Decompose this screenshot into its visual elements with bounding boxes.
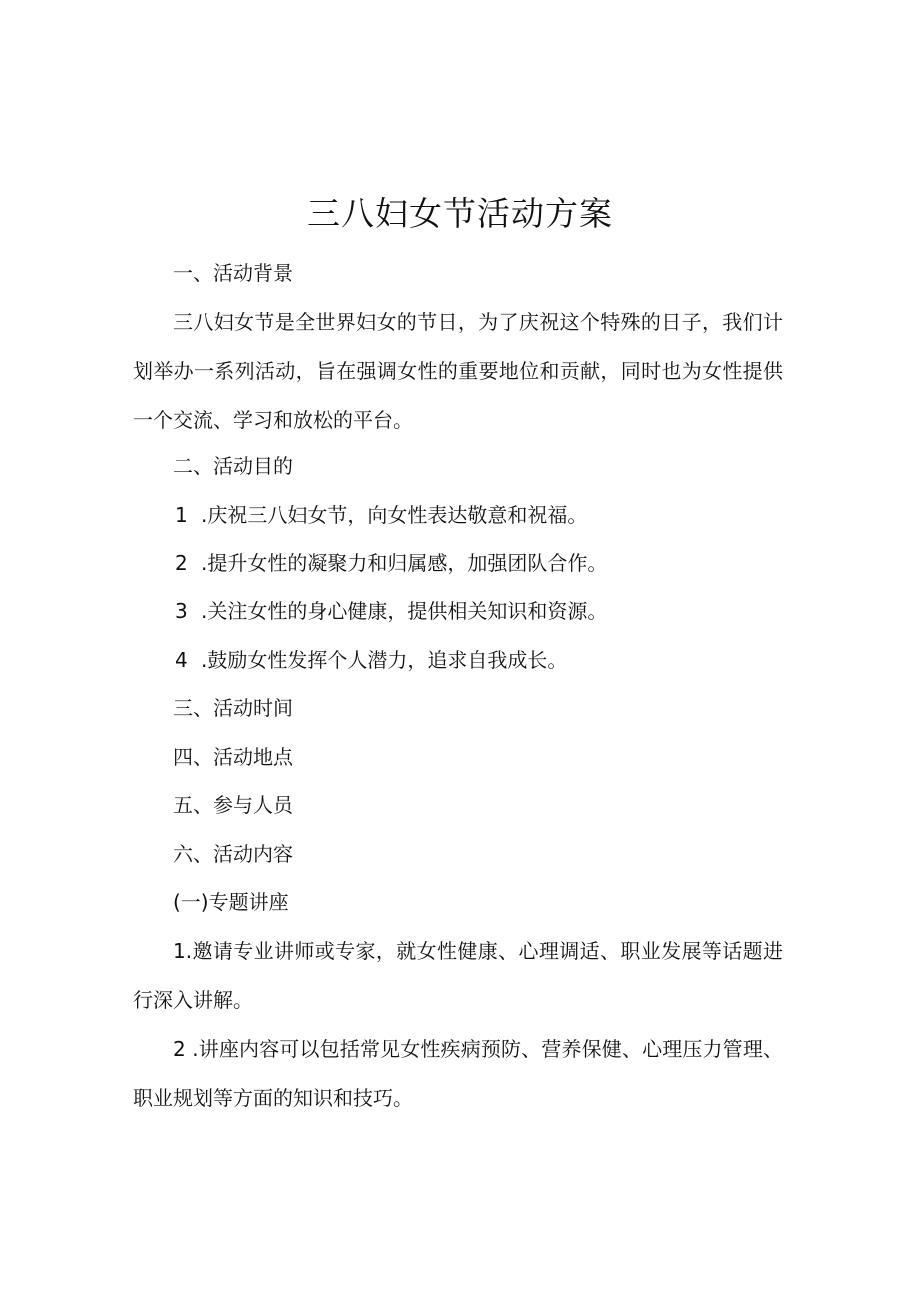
purpose-item-2: [175, 549, 607, 577]
section-heading-participants: 五、参与人员: [173, 793, 293, 817]
lecture-item-2: 2 .讲座内容可以包括常见女性疾病预防、营养保健、心理压力管理、职业规划等方面的知识和技巧。: [133, 1037, 783, 1110]
section-heading-content: 六、活动内容: [173, 842, 293, 866]
purpose-item-number: 2: [175, 551, 188, 575]
purpose-item-1: [175, 501, 587, 529]
purpose-item-text: .提升女性的凝聚力和归属感，加强团队合作。: [201, 551, 608, 575]
section-heading-purpose: 二、活动目的: [173, 454, 293, 478]
document-title: 三八妇女节活动方案: [307, 194, 613, 233]
section-heading-background: 一、活动背景: [173, 261, 293, 285]
purpose-item-text: .庆祝三八妇女节，向女性表达敬意和祝福。: [201, 503, 588, 527]
purpose-item-number: 3: [175, 599, 188, 623]
subsection-heading-lecture: (一)专题讲座: [173, 890, 289, 914]
lecture-item-1: 1.邀请专业讲师或专家，就女性健康、心理调适、职业发展等话题进行深入讲解。: [133, 939, 783, 1012]
section-heading-time: 三、活动时间: [173, 696, 293, 720]
background-paragraph: 三八妇女节是全世界妇女的节日，为了庆祝这个特殊的日子，我们计划举办一系列活动，旨在强调女性的重要地位和贡献，同时也为女性提供一个交流、学习和放松的平台。: [133, 310, 783, 432]
purpose-item-number: 1: [175, 503, 188, 527]
purpose-item-text: .关注女性的身心健康，提供相关知识和资源。: [201, 599, 608, 623]
section-heading-location: 四、活动地点: [173, 745, 293, 769]
purpose-item-text: .鼓励女性发挥个人潜力，追求自我成长。: [201, 648, 568, 672]
purpose-item-4: [175, 646, 567, 674]
purpose-item-3: [175, 597, 607, 625]
purpose-item-number: 4: [175, 648, 188, 672]
